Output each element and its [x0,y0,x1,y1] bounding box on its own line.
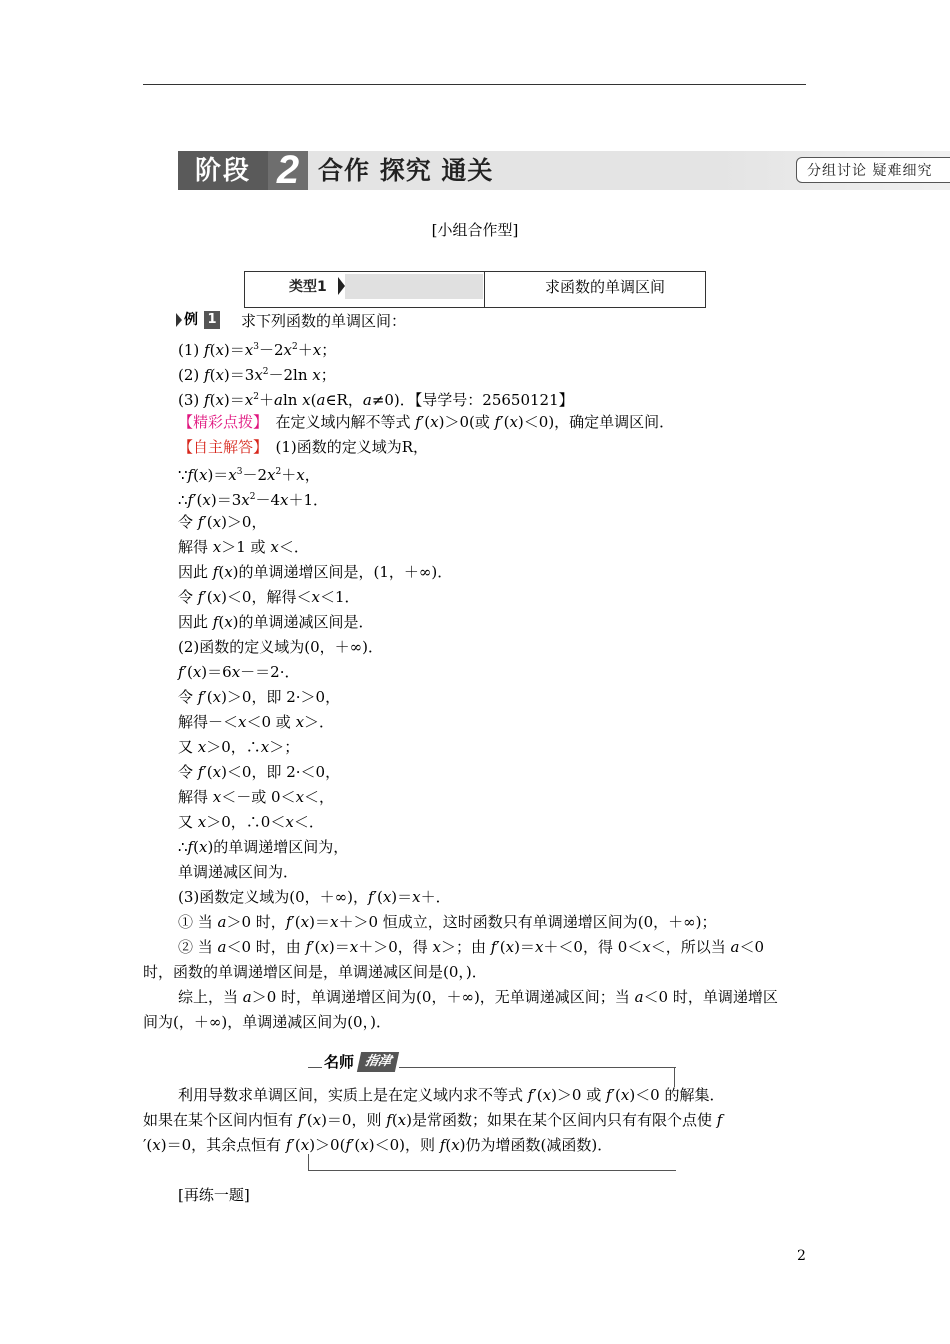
section-title: 合作 探究 通关 [318,156,494,185]
sol-9: f′(x)＝6x－＝2·． [178,663,300,681]
sol-8: (2)函数的定义域为(0，＋∞)． [178,638,383,656]
sol-21: 时，函数的单调递增区间是，单调递减区间是(0，)． [143,963,487,981]
sol-22: 综上，当 a＞0 时，单调递增区间为(0，＋∞)，无单调递减区间；当 a＜0 时，单调递增区 [178,988,778,1006]
sol-7: 因此 f(x)的单调递减区间是． [178,613,374,631]
header-rule [143,84,806,85]
page-number: 2 [797,1248,806,1264]
sol-15: 又 x＞0，∴0＜x＜． [178,813,324,831]
stage-label: 阶段 [178,151,268,190]
sol-16: ∴f(x)的单调递增区间为， [178,838,349,856]
tip-border-left [308,1154,309,1170]
type-shade [345,274,483,299]
problem-3: (3) $f(x)=x^2+aln$ x(a∈R，a≠0)．【导学号：25650121】 [178,391,574,409]
tip-label-a: 名师 [324,1053,355,1071]
sol-18: (3)函数定义域为(0，＋∞)，f′(x)＝x＋． [178,888,451,906]
sol-13: 令 f′(x)＜0，即 2·＜0， [178,763,341,781]
sol-5: 因此 f(x)的单调递增区间是，(1，＋∞)． [178,563,453,581]
type-box [244,271,706,308]
type-left [245,272,484,307]
sol-14: 解得 x＜－或 0＜x＜， [178,788,335,806]
sol-11: 解得－＜x＜0 或 x＞． [178,713,335,731]
section-tag: 分组讨论 疑难细究 [796,157,950,183]
sol-6: 令 f′(x)＜0，解得＜x＜1． [178,588,360,606]
solution-line: 【自主解答】 (1)函数的定义域为R， [178,438,429,456]
sol-12: 又 x＞0，∴x＞； [178,738,300,756]
triangle-icon [176,313,182,327]
tip-label-b: 指津 [357,1052,399,1072]
practice-label: [再练一题] [178,1186,250,1204]
sol-4: 解得 x＞1 或 x＜． [178,538,309,556]
sol-19: ① 当 a＞0 时，f′(x)＝x＋＞0 恒成立，这时函数只有单调递增区间为(0，＋∞)； [178,913,717,931]
example-number: 1 [204,311,220,329]
sol-2: $\therefore f'(x)=3x^2-4x+1$． [178,491,329,509]
problem-2: (2) $f(x)=3x^2-2\ln$ x； [178,366,336,384]
group-label: [小组合作型] [431,221,519,239]
tip-2: 如果在某个区间内恒有 f′(x)＝0，则 f(x)是常函数；如果在某个区间内只有有限个点使 f [143,1111,723,1129]
hint-line: 【精彩点拨】 在定义域内解不等式 f′(x)＞0(或 f′(x)＜0)，确定单调区间． [178,413,675,431]
example-tag [176,311,222,329]
sol-1: $\because f(x)=x^3-2x^2+x$， [178,466,320,484]
problem-1: (1) $f(x)=x^3-2x^2+x$； [178,341,337,359]
tip-label [322,1050,399,1074]
tip-border-bottom [308,1170,676,1171]
type-title: 求函数的单调区间 [545,278,666,296]
type-label: 类型1 [289,279,327,295]
sol-20: ② 当 a＜0 时，由 f′(x)＝x＋＞0，得 x＞；由 f′(x)＝x＋＜0，得 0＜x＜，所以当 a＜0 [178,938,765,956]
sol-10: 令 f′(x)＞0，即 2·＞0， [178,688,341,706]
section-banner [178,148,950,192]
tip-3: ′(x)＝0，其余点恒有 f′(x)＞0(f′(x)＜0)，则 f(x)仍为增函数(减函数)． [143,1136,613,1154]
sol-23: 间为(，＋∞)，单调递减区间为(0，)． [143,1013,391,1031]
stage-number: 2 [268,151,308,190]
type-divider [484,272,485,307]
arrow-icon [338,277,345,295]
sol-17: 单调递减区间为． [178,863,299,881]
tip-1: 利用导数求单调区间，实质上是在定义域内求不等式 f′(x)＞0 或 f′(x)＜0 的解集． [178,1086,725,1104]
example-prompt: 求下列函数的单调区间： [241,312,407,330]
example-word: 例 [184,312,198,328]
sol-3: 令 f′(x)＞0， [178,513,267,531]
